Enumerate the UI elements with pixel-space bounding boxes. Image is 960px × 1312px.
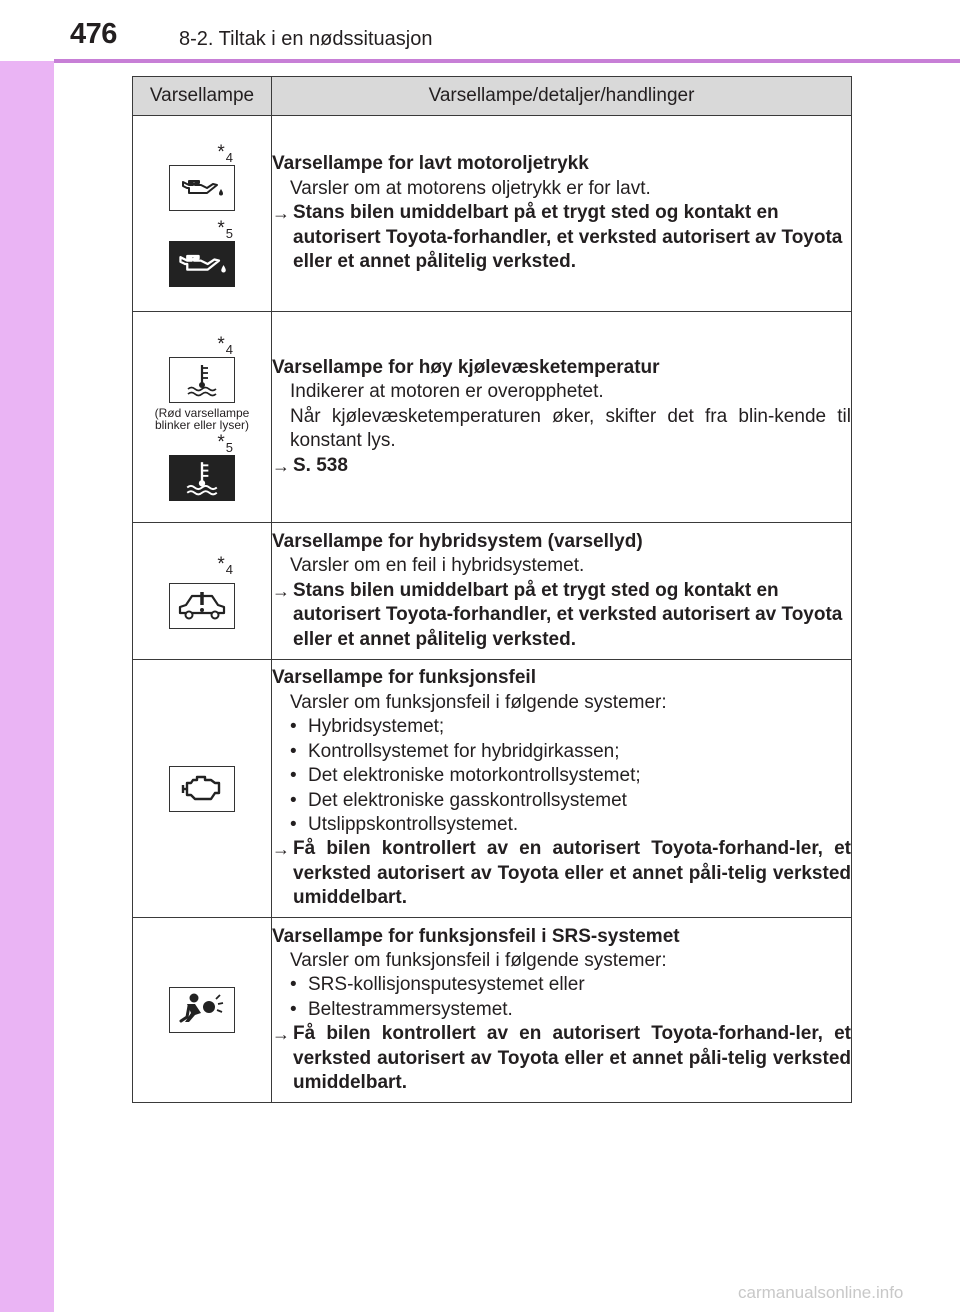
list-item: • Utslippskontrollsystemet. (290, 813, 519, 835)
lamp-icon-cell (133, 918, 272, 1103)
lamp-description: Varsler om funksjonsfeil i følgende systemer: (290, 949, 667, 971)
table-row (133, 523, 852, 660)
lamp-action: → Stans bilen umiddelbart på et trygt sted og kontakt en autorisert Toyota-forhandler, et verksted autorisert av Toyota eller et annet pålitelig verksted. (272, 202, 843, 273)
lamp-details-cell (272, 116, 852, 312)
list-item: • Det elektroniske gasskontrollsystemet (290, 789, 627, 811)
table-header-row (133, 77, 852, 116)
list-item: • Kontrollsystemet for hybridgirkassen; (290, 740, 620, 762)
coolant-thermometer-icon (169, 455, 235, 501)
column-header-details: Varsellampe/detaljer/handlinger (272, 77, 852, 116)
lamp-title: Varsellampe for funksjonsfeil (272, 667, 536, 689)
arrow-icon: → (272, 455, 290, 476)
warning-lamp-table (132, 76, 852, 1103)
table-row (133, 312, 852, 523)
lamp-details-cell (272, 660, 852, 918)
header-band (0, 0, 960, 61)
footnote-marker: $*_5$ (217, 432, 233, 455)
lamp-icon-cell (133, 116, 272, 312)
lamp-description: Når kjølevæsketemperaturen øker, skifter det fra blin-kende til konstant lys. (290, 405, 851, 452)
lamp-action: → Få bilen kontrollert av en autorisert Toyota-forhand-ler, et verksted autorisert av Toyota eller et annet påli-telig verksted umiddelbart. (272, 838, 851, 909)
lamp-title: Varsellampe for høy kjølevæsketemperatur (272, 356, 660, 378)
footnote-marker: $*_4$ (217, 141, 233, 165)
coolant-thermometer-icon (169, 357, 235, 403)
lamp-icon-cell (133, 523, 272, 660)
lamp-caption: (Rød varsellampe blinker eller lyser) (154, 406, 250, 432)
lamp-details-cell (272, 918, 852, 1103)
arrow-icon: → (272, 839, 290, 860)
lamp-title: Varsellampe for funksjonsfeil i SRS-systemet (272, 925, 680, 947)
lamp-details-cell (272, 523, 852, 660)
side-color-strip (0, 0, 54, 1312)
car-warning-icon (169, 583, 235, 629)
footnote-marker: $*_5$ (217, 217, 233, 241)
oil-can-icon (169, 165, 235, 211)
list-item: • Beltestrammersystemet. (290, 998, 513, 1020)
list-item: • SRS-kollisjonsputesystemet eller (290, 974, 585, 996)
footnote-marker: $*_4$ (217, 334, 233, 357)
lamp-icon-cell (133, 312, 272, 523)
arrow-icon: → (272, 1024, 290, 1045)
section-title: 8-2. Tiltak i en nødssituasjon (179, 28, 433, 50)
page-number: 476 (70, 18, 117, 50)
oil-can-icon (169, 241, 235, 287)
table-row (133, 918, 852, 1103)
lamp-action: → Stans bilen umiddelbart på et trygt sted og kontakt en autorisert Toyota-forhandler, et verksted autorisert av Toyota eller et annet pålitelig verksted. (272, 579, 843, 650)
lamp-title: Varsellampe for lavt motoroljetrykk (272, 153, 589, 175)
lamp-title: Varsellampe for hybridsystem (varsellyd) (272, 530, 643, 552)
arrow-icon: → (272, 203, 290, 224)
lamp-description: Varsler om funksjonsfeil i følgende systemer: (290, 691, 667, 713)
lamp-action: → Få bilen kontrollert av en autorisert Toyota-forhand-ler, et verksted autorisert av Toyota eller et annet påli-telig verksted umiddelbart. (272, 1023, 851, 1094)
arrow-icon: → (272, 580, 290, 601)
lamp-icon-cell (133, 660, 272, 918)
column-header-lamp: Varsellampe (133, 77, 272, 116)
table-row (133, 660, 852, 918)
airbag-person-icon (169, 987, 235, 1033)
lamp-description: Indikerer at motoren er overopphetet. (290, 381, 604, 403)
footnote-marker: $*_4$ (217, 554, 233, 577)
engine-icon (169, 766, 235, 812)
watermark: carmanualsonline.info (738, 1283, 904, 1302)
lamp-description: Varsler om en feil i hybridsystemet. (290, 555, 585, 577)
list-item: • Det elektroniske motorkontrollsystemet; (290, 765, 641, 787)
header-rule (54, 59, 960, 63)
lamp-description: Varsler om at motorens oljetrykk er for lavt. (290, 177, 651, 199)
lamp-details-cell (272, 312, 852, 523)
table-row (133, 116, 852, 312)
lamp-action: → S. 538 (272, 454, 851, 478)
list-item: • Hybridsystemet; (290, 716, 445, 738)
